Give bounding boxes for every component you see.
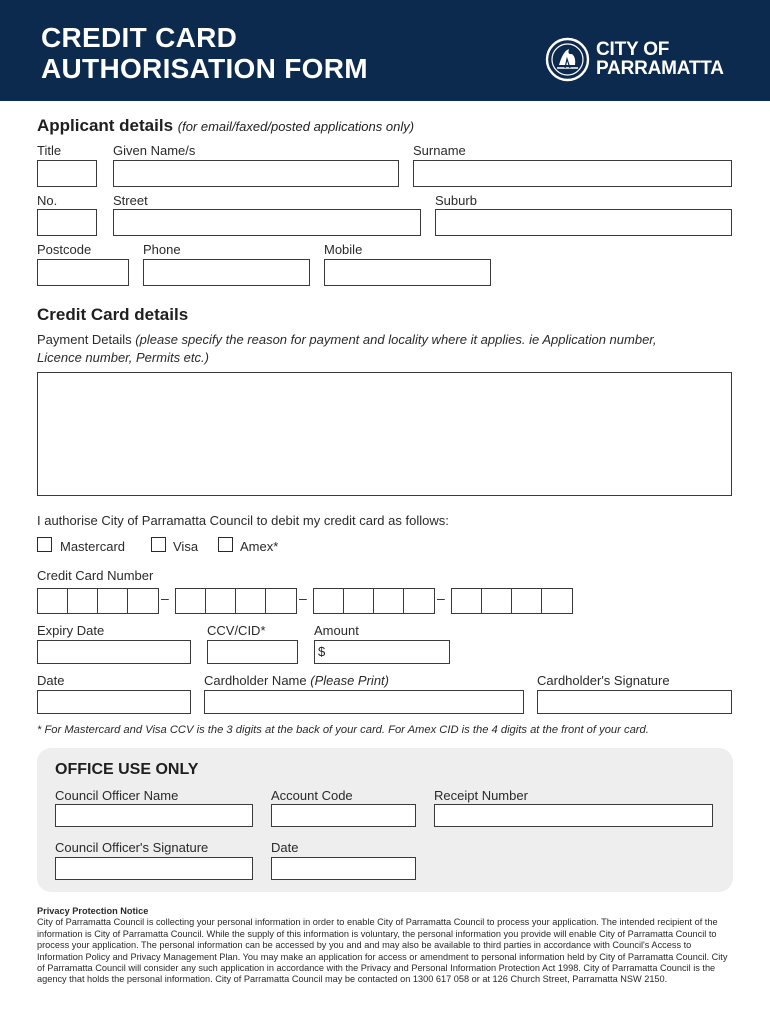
date-field[interactable] — [37, 690, 191, 714]
amex-label: Amex* — [240, 539, 279, 554]
no-label: No. — [37, 193, 58, 208]
office-use-panel — [37, 748, 733, 892]
amount-field[interactable] — [314, 640, 450, 664]
ccv-label: CCV/CID* — [207, 623, 266, 638]
city-crest-icon — [545, 37, 590, 82]
payment-details-label: Payment Details (please specify the reason for payment and locality where it applies. ie Application number, Licence number, Permits etc.) — [37, 332, 657, 365]
cardholder-name-label: Cardholder Name (Please Print) — [204, 673, 389, 688]
phone-label: Phone — [143, 242, 181, 257]
card-digit-cell[interactable] — [344, 589, 374, 613]
given-names-label: Given Name/s — [113, 143, 196, 158]
amount-currency-symbol: $ — [318, 644, 326, 659]
card-number-separator: – — [437, 590, 445, 606]
office-date-label: Date — [271, 840, 299, 855]
phone-field[interactable] — [143, 259, 310, 286]
card-number-label: Credit Card Number — [37, 568, 154, 583]
privacy-body: City of Parramatta Council is collecting your personal information in order to enable City of Parramatta Council to process your application. The intended recipient of the information is City of Parramatta Council. While the supply of this information is voluntary, the personal information you provide will enable City of Parramatta Council to process your application. The personal information can be accessed by you and and may also be available to third parties in accordance with Council's Access to Information Policy and Privacy Management Plan. You may make an application for access or amendment to personal information held by City of Parramatta Council. City of Parramatta Council will consider any such application in accordance with the Privacy and Personal Information Protection Act 1998. City of Parramatta Council is the agency that holds the personal information. City of Parramatta Council may be contacted on 1300 617 058 or at 126 Church Street, Parramatta NSW 2150. — [37, 917, 728, 985]
card-number-group-1[interactable] — [37, 588, 159, 614]
card-digit-cell[interactable] — [482, 589, 512, 613]
applicant-subheading: (for email/faxed/posted applications only) — [177, 119, 415, 134]
expiry-label: Expiry Date — [37, 623, 105, 638]
authorise-text: I authorise City of Parramatta Council to debit my credit card as follows: — [37, 513, 449, 528]
header-banner — [0, 0, 770, 101]
given-names-field[interactable] — [113, 160, 399, 187]
title-field[interactable] — [37, 160, 97, 187]
card-digit-cell[interactable] — [38, 589, 68, 613]
card-number-separator: – — [299, 590, 307, 606]
visa-checkbox[interactable] — [151, 537, 166, 552]
card-number-group-2[interactable] — [175, 588, 297, 614]
privacy-title: Privacy Protection Notice — [37, 906, 149, 916]
officer-name-field[interactable] — [55, 804, 253, 827]
card-digit-cell[interactable] — [374, 589, 404, 613]
card-digit-cell[interactable] — [314, 589, 344, 613]
surname-label: Surname — [413, 143, 466, 158]
officer-signature-field[interactable] — [55, 857, 253, 880]
postcode-label: Postcode — [37, 242, 92, 257]
suburb-label: Suburb — [435, 193, 477, 208]
postcode-field[interactable] — [37, 259, 129, 286]
mobile-field[interactable] — [324, 259, 491, 286]
expiry-field[interactable] — [37, 640, 191, 664]
cardholder-signature-field[interactable] — [537, 690, 732, 714]
title-label: Title — [37, 143, 62, 158]
card-digit-cell[interactable] — [206, 589, 236, 613]
card-number-group-4[interactable] — [451, 588, 573, 614]
applicant-heading: Applicant details (for email/faxed/posted applications only) — [37, 116, 415, 135]
no-field[interactable] — [37, 209, 97, 236]
office-use-heading: OFFICE USE ONLY — [55, 761, 199, 778]
suburb-field[interactable] — [435, 209, 732, 236]
brand-name: CITY OF PARRAMATTA — [596, 39, 724, 79]
form-title: CREDIT CARD AUTHORISATION FORM — [41, 22, 368, 84]
card-digit-cell[interactable] — [542, 589, 572, 613]
account-code-field[interactable] — [271, 804, 416, 827]
visa-label: Visa — [173, 539, 199, 554]
street-label: Street — [113, 193, 148, 208]
street-field[interactable] — [113, 209, 421, 236]
card-number-group-3[interactable] — [313, 588, 435, 614]
cardholder-signature-label: Cardholder's Signature — [537, 673, 670, 688]
card-digit-cell[interactable] — [512, 589, 542, 613]
card-digit-cell[interactable] — [404, 589, 434, 613]
card-digit-cell[interactable] — [128, 589, 158, 613]
card-digit-cell[interactable] — [266, 589, 296, 613]
amex-checkbox[interactable] — [218, 537, 233, 552]
cardholder-name-field[interactable] — [204, 690, 524, 714]
ccv-footnote: * For Mastercard and Visa CCV is the 3 digits at the back of your card. For Amex CID is the 4 digits at the front of your card. — [37, 724, 649, 736]
surname-field[interactable] — [413, 160, 732, 187]
credit-card-heading: Credit Card details — [37, 305, 189, 324]
card-number-separator: – — [161, 590, 169, 606]
mastercard-checkbox[interactable] — [37, 537, 52, 552]
card-digit-cell[interactable] — [176, 589, 206, 613]
account-code-label: Account Code — [271, 788, 353, 803]
mastercard-label: Mastercard — [60, 539, 126, 554]
receipt-number-field[interactable] — [434, 804, 713, 827]
card-digit-cell[interactable] — [98, 589, 128, 613]
payment-details-textarea[interactable] — [37, 372, 732, 496]
amount-label: Amount — [314, 623, 359, 638]
card-digit-cell[interactable] — [452, 589, 482, 613]
card-digit-cell[interactable] — [236, 589, 266, 613]
card-digit-cell[interactable] — [68, 589, 98, 613]
mobile-label: Mobile — [324, 242, 363, 257]
privacy-notice — [37, 906, 737, 986]
office-date-field[interactable] — [271, 857, 416, 880]
date-label: Date — [37, 673, 65, 688]
officer-name-label: Council Officer Name — [55, 788, 179, 803]
receipt-number-label: Receipt Number — [434, 788, 528, 803]
ccv-field[interactable] — [207, 640, 298, 664]
officer-signature-label: Council Officer's Signature — [55, 840, 209, 855]
